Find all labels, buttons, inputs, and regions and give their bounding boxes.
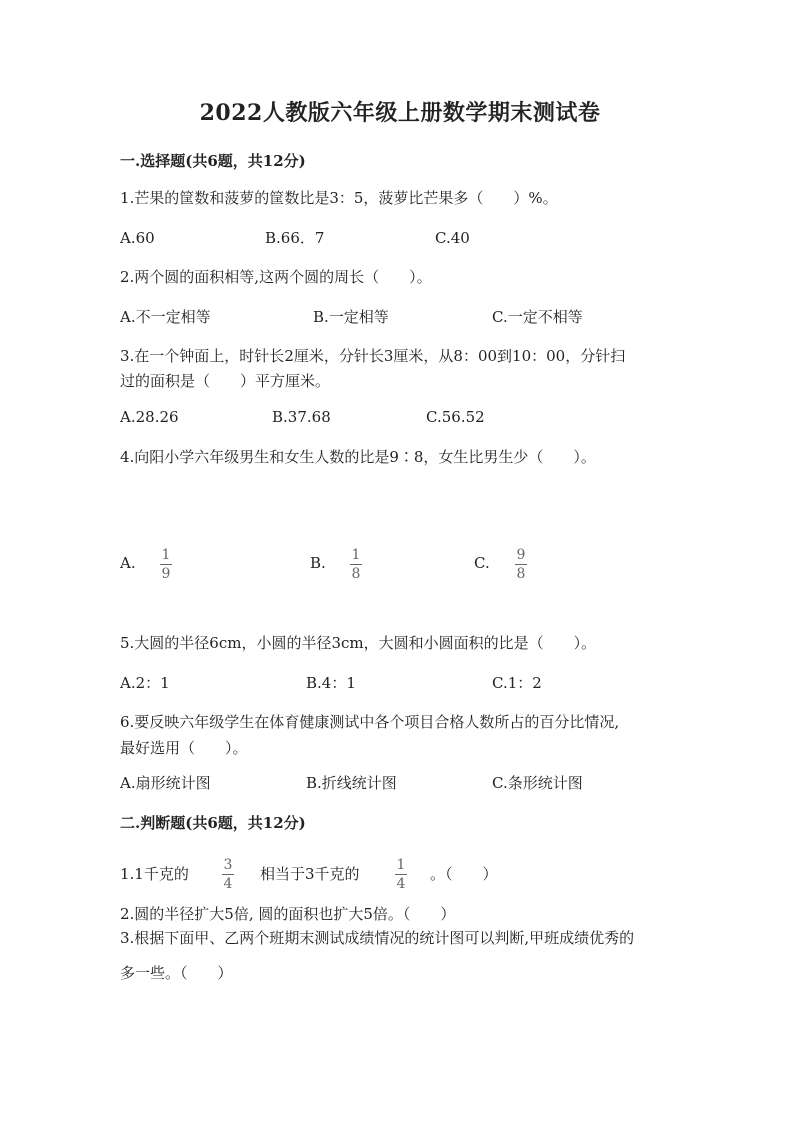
fraction-bar <box>395 874 407 875</box>
fraction-bar <box>222 874 234 875</box>
fraction-denominator: 8 <box>516 566 526 582</box>
q3-option-c: C.56.52 <box>426 408 485 426</box>
section-heading-judgment: 二.判断题(共6题，共12分) <box>120 814 306 832</box>
q1-option-a: A.60 <box>120 229 155 247</box>
fraction-bar <box>160 564 172 565</box>
judgment-3-line-1: 3.根据下面甲、乙两个班期末测试成绩情况的统计图可以判断,甲班成绩优秀的 <box>120 929 635 947</box>
q3-option-b: B.37.68 <box>272 408 331 426</box>
fraction-numerator: 9 <box>516 547 526 563</box>
page-title: 2022人教版六年级上册数学期末测试卷 <box>199 100 601 126</box>
q6-option-a: A.扇形统计图 <box>120 774 211 792</box>
q2-option-b: B.一定相等 <box>313 308 389 326</box>
section-heading-choice: 一.选择题(共6题，共12分) <box>120 152 306 170</box>
q3-option-a: A.28.26 <box>120 408 179 426</box>
q4-option-c-label: C. <box>474 554 490 572</box>
question-3-line-2: 过的面积是（ ）平方厘米。 <box>120 372 331 390</box>
q5-option-b: B.4：1 <box>306 674 356 692</box>
q2-option-c: C.一定不相等 <box>492 308 583 326</box>
q4-option-b-label: B. <box>310 554 326 572</box>
judgment-1-part-2: 相当于3千克的 <box>260 865 360 883</box>
q6-option-c: C.条形统计图 <box>492 774 583 792</box>
q1-option-c: C.40 <box>435 229 470 247</box>
judgment-3-line-2: 多一些。（ ） <box>120 964 233 982</box>
question-4-text: 4.向阳小学六年级男生和女生人数的比是9∶8，女生比男生少（ ）。 <box>120 448 596 466</box>
question-2-text: 2.两个圆的面积相等,这两个圆的周长（ ）。 <box>120 268 432 286</box>
q6-option-b: B.折线统计图 <box>306 774 397 792</box>
judgment-1-fraction-2 <box>395 857 407 892</box>
judgment-1-fraction-1 <box>222 857 234 892</box>
fraction-bar <box>350 564 362 565</box>
fraction-denominator: 8 <box>351 566 361 582</box>
q4-option-a-fraction <box>160 547 172 582</box>
fraction-denominator: 4 <box>396 876 406 892</box>
q4-option-b-fraction <box>350 547 362 582</box>
q1-option-b: B.66．7 <box>265 229 325 247</box>
fraction-numerator: 1 <box>351 547 361 563</box>
judgment-2-text: 2.圆的半径扩大5倍, 圆的面积也扩大5倍。（ ） <box>120 905 456 923</box>
judgment-1-part-3: 。（ ） <box>430 865 498 883</box>
question-5-text: 5.大圆的半径6cm，小圆的半径3cm，大圆和小圆面积的比是（ ）。 <box>120 634 597 652</box>
fraction-denominator: 4 <box>223 876 233 892</box>
question-1-text: 1.芒果的筐数和菠萝的筐数比是3：5，菠萝比芒果多（ ）%。 <box>120 189 558 207</box>
q5-option-a: A.2：1 <box>120 674 170 692</box>
fraction-numerator: 3 <box>223 857 233 873</box>
q4-option-c-fraction <box>515 547 527 582</box>
question-6-line-1: 6.要反映六年级学生在体育健康测试中各个项目合格人数所占的百分比情况, <box>120 713 620 731</box>
fraction-numerator: 1 <box>396 857 406 873</box>
q2-option-a: A.不一定相等 <box>120 308 211 326</box>
q5-option-c: C.1：2 <box>492 674 542 692</box>
q4-option-a-label: A. <box>120 554 136 572</box>
judgment-1-part-1: 1.1千克的 <box>120 865 189 883</box>
fraction-numerator: 1 <box>161 547 171 563</box>
fraction-bar <box>515 564 527 565</box>
question-3-line-1: 3.在一个钟面上，时针长2厘米，分针长3厘米，从8：00到10：00，分针扫 <box>120 347 626 365</box>
fraction-denominator: 9 <box>161 566 171 582</box>
question-6-line-2: 最好选用（ ）。 <box>120 739 248 757</box>
